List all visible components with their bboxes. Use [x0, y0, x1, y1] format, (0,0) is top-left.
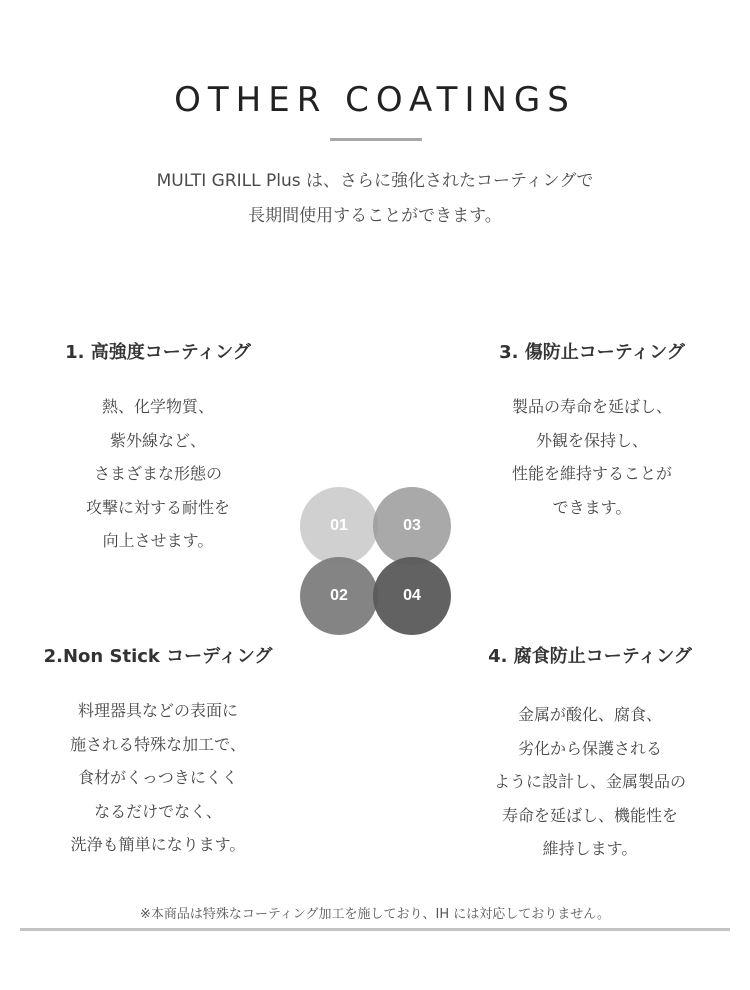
description-line: 食材がくっつきにくく — [78, 768, 238, 787]
description-line: 寿命を延ばし、機能性を — [501, 805, 678, 825]
bottom-divider — [20, 928, 730, 931]
description-line: 製品の寿命を延ばし、 — [511, 397, 672, 416]
description-line: 金属が酸化、腐食、 — [517, 705, 662, 724]
coating-description — [8, 390, 308, 558]
coating-description — [442, 390, 742, 524]
footnote: ※本商品は特殊なコーティング加工を施しており、IH には対応しておりません。 — [139, 907, 611, 922]
coating-section-4 — [440, 642, 740, 866]
description-line: 攻撃に対する耐性を — [85, 497, 230, 517]
description-line: ように設計し、金属製品の — [493, 772, 686, 791]
intro-line: MULTI GRILL Plus は、さらに強化されたコーティングで — [156, 171, 594, 191]
coating-section-1 — [8, 338, 308, 558]
coating-title: 3. 傷防止コーティング — [499, 342, 685, 363]
description-line: なるだけでなく、 — [94, 801, 222, 821]
description-line: 施される特殊な加工で、 — [70, 734, 246, 754]
intro-line: 長期間使用することができます。 — [248, 206, 502, 226]
coating-description — [8, 694, 308, 862]
title-underline — [330, 138, 422, 141]
description-line: さまざまな形態の — [93, 464, 222, 483]
description-line: 紫外線など、 — [109, 430, 206, 450]
intro-text — [0, 164, 750, 234]
description-line: 外観を保持し、 — [535, 430, 648, 450]
coating-title: 1. 高強度コーティング — [65, 342, 251, 363]
page-title: OTHER COATINGS — [174, 80, 576, 120]
description-line: 劣化から保護される — [517, 738, 662, 758]
coating-section-3 — [442, 338, 742, 524]
description-line: 維持します。 — [542, 839, 638, 858]
coating-title: 4. 腐食防止コーティング — [488, 646, 692, 667]
description-line: 料理器具などの表面に — [77, 701, 238, 720]
description-line: 洗浄も簡単になります。 — [70, 835, 246, 854]
number-circle-01: 01 — [300, 487, 378, 565]
description-line: できます。 — [552, 497, 632, 517]
description-line: 性能を維持することが — [511, 464, 672, 483]
number-circle-03: 03 — [373, 487, 451, 565]
coating-description — [440, 698, 740, 866]
description-line: 熱、化学物質、 — [101, 397, 214, 416]
description-line: 向上させます。 — [102, 531, 214, 550]
number-circle-04: 04 — [373, 557, 451, 635]
number-circle-02: 02 — [300, 557, 378, 635]
coating-section-2 — [8, 642, 308, 862]
coating-title: 2.Non Stick コーディング — [43, 646, 273, 667]
